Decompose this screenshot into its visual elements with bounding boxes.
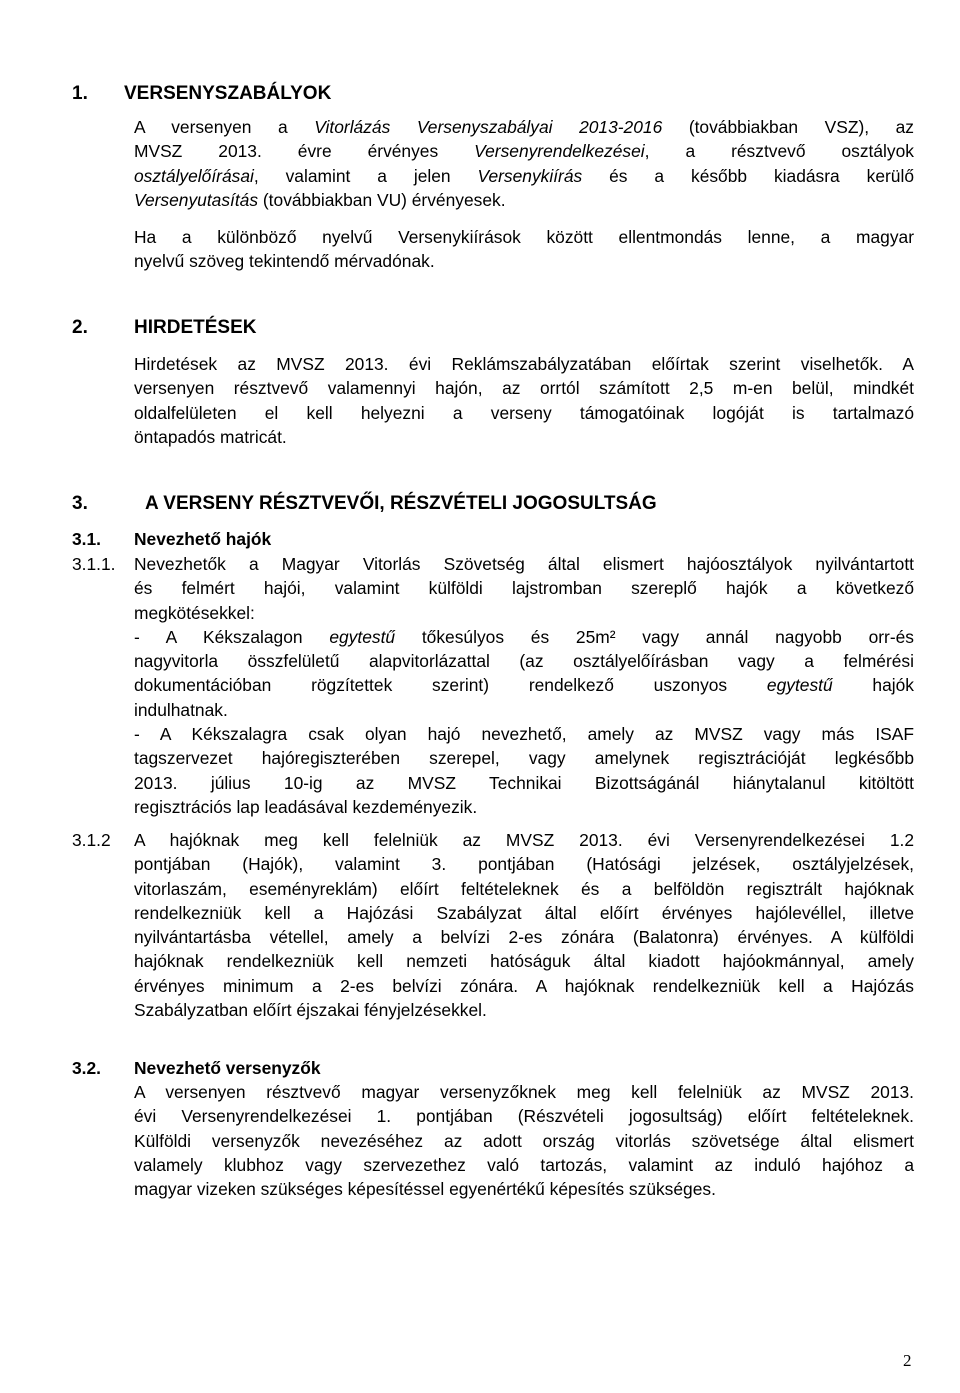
italic-text: egytestű [766,675,833,696]
text-line [134,115,914,139]
subsection-3-1-number: 3.1. [72,529,102,549]
italic-text: Versenyrendelkezései [474,141,645,162]
subsection-3-2-number: 3.2. [72,1058,102,1078]
text-run: öntapadós matricát. [134,426,287,447]
section-1-paragraph-1 [134,115,914,212]
text-run: pontjában (Hajók), valamint 3. pontjában (Hatósági jelzések, osztályjelzések, [134,854,914,875]
text-line [134,771,914,795]
text-line [134,552,914,576]
text-run: valamely klubhoz vagy szervezethez való tartozás, valamint az induló hajóhoz a [134,1154,914,1175]
subsection-3-1-1-text [134,552,914,819]
text-run: (továbbiakban VU) érvényesek. [258,189,506,210]
text-line [134,249,914,273]
text-run: Külföldi versenyzők nevezéséhez az adott ország vitorlás szövetsége által elismert [134,1130,914,1151]
text-run: Hirdetések az MVSZ 2013. évi Reklámszabályzatában előírtak szerint viselhetők. A [134,354,914,374]
section-1-paragraph-2 [134,225,914,274]
text-line [134,625,914,649]
text-run: vitorlaszám, eseményreklám) előírt feltételeknek és a belföldön regisztrált hajóknak [134,878,914,899]
text-run: rendelkezniük kell a Hajózási Szabályzat által előírt érvényes hajólevéllel, illetve [134,902,914,923]
text-run: (továbbiakban VSZ), az [662,117,915,137]
text-line [134,795,914,819]
text-run: regisztrációs lap leadásával kezdeményezik. [134,796,478,817]
text-run: évi Versenyrendelkezései 1. pontjában (Részvételi jogosultság) előírt feltételeknek. [134,1106,914,1127]
subsection-3-2-text [134,1080,914,1201]
text-run: nagyvitorla összfelületű alapvitorlázattal (az osztályelőírásban vagy a felmérési [134,651,914,672]
text-line [134,225,914,249]
section-2-paragraph [134,352,914,449]
text-line [134,877,914,901]
text-run: hajók [832,675,915,696]
text-line [134,401,914,425]
text-run: , a résztvevő osztályok [644,141,914,162]
text-run: és felmért hajói, valamint külföldi lajstromban szereplő hajók a következő [134,578,914,599]
subsection-3-1-2-text [134,828,914,1022]
section-3-number: 3. [72,493,88,514]
section-3-title: A VERSENY RÉSZTVEVŐI, RÉSZVÉTELI JOGOSULTSÁG [145,493,657,514]
text-line [134,698,914,722]
text-run: - A Kékszalagon [134,626,330,647]
text-line [134,949,914,973]
text-run: A versenyen a [134,117,315,137]
text-run: tőkesúlyos és 25m² vagy annál nagyobb orr-és [395,626,915,647]
text-line [134,376,914,400]
text-line [134,601,914,625]
text-line [134,901,914,925]
text-line [134,1153,914,1177]
italic-text: osztályelőírásai [134,165,254,186]
text-run: versenyen résztvevő valamennyi hajón, az orrtól számított 2,5 m-en belül, mindkét [134,378,914,399]
text-line [134,673,914,697]
text-line [134,1177,914,1201]
text-line [134,352,914,376]
section-2-title: HIRDETÉSEK [134,317,257,338]
text-line [134,974,914,998]
text-line [134,828,914,852]
italic-text: Versenykiírás [477,165,583,186]
text-run: érvényes minimum a 2-es belvízi zónára. A hajóknak rendelkezniük kell a Hajózás [134,975,914,996]
text-run: Szabályzatban előírt éjszakai fényjelzésekkel. [134,1000,487,1021]
text-run: és a később kiadásra kerülő [582,165,914,186]
text-run: hajóknak rendelkezniük kell nemzeti hatóságuk által kiadott hajóokmánnyal, amely [134,951,914,972]
text-run: nyilvántartásba vétellel, amely a belvízi 2-es zónára (Balatonra) érvényes. A külföldi [134,927,914,948]
section-2-number: 2. [72,317,88,338]
text-line [134,649,914,673]
section-1-title: VERSENYSZABÁLYOK [124,83,332,104]
text-run: A versenyen résztvevő magyar versenyzőknek meg kell felelniük az MVSZ 2013. [134,1082,914,1102]
text-run: indulhatnak. [134,699,228,720]
italic-text: egytestű [329,626,396,647]
subsection-3-2-title: Nevezhető versenyzők [134,1058,321,1078]
text-line [134,425,914,449]
text-run: megkötésekkel: [134,602,255,623]
text-run: tagszervezet hajóregiszterében szerepel, vagy amelynek regisztrációját legkésőbb [134,748,914,769]
text-run: 2013. július 10-ig az MVSZ Technikai Bizottságánál hiánytalanul kitöltött [134,772,914,793]
text-line [134,925,914,949]
page-number: 2 [903,1351,912,1370]
subsection-3-1-title: Nevezhető hajók [134,529,272,549]
text-line [134,1080,914,1104]
subsection-3-1-2-number: 3.1.2 [72,830,111,850]
text-line [134,188,914,212]
text-run: , valamint a jelen [253,165,478,186]
text-line [134,722,914,746]
text-run: magyar vizeken szükséges képesítéssel egyenértékű képesítés szükséges. [134,1179,716,1200]
text-run: - A Kékszalagra csak olyan hajó nevezhető, amely az MVSZ vagy más ISAF [134,724,914,745]
text-line [134,1129,914,1153]
text-line [134,576,914,600]
subsection-3-1-1-number: 3.1.1. [72,554,116,574]
text-line [134,1104,914,1128]
text-run: dokumentációban rögzítettek szerint) rendelkező uszonyos [134,675,767,696]
text-line [134,139,914,163]
text-line [134,164,914,188]
text-run: oldalfelületen el kell helyezni a verseny támogatóinak logóját is tartalmazó [134,402,914,423]
italic-text: Versenyutasítás [134,189,259,210]
italic-text: Vitorlázás Versenyszabályai 2013-2016 [314,117,663,137]
text-run: MVSZ 2013. évre érvényes [134,141,475,162]
text-line [134,998,914,1022]
text-line [134,852,914,876]
text-run: Nevezhetők a Magyar Vitorlás Szövetség által elismert hajóosztályok nyilvántartott [134,554,914,574]
text-run: A hajóknak meg kell felelniük az MVSZ 2013. évi Versenyrendelkezései 1.2 [134,830,914,850]
text-run: nyelvű szöveg tekintendő mérvadónak. [134,251,435,272]
section-1-number: 1. [72,83,88,104]
text-line [134,746,914,770]
text-run: Ha a különböző nyelvű Versenykiírások között ellentmondás lenne, a magyar [134,227,914,247]
